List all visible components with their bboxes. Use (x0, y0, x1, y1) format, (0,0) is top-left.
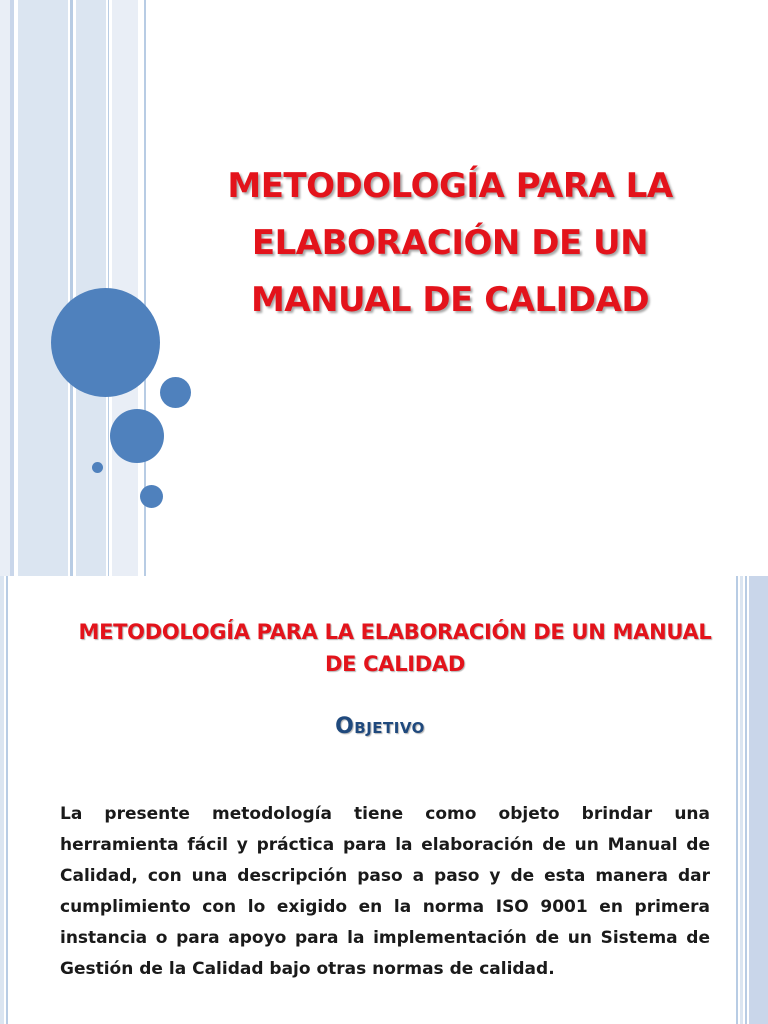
decorative-band (70, 0, 73, 576)
decorative-band (6, 576, 8, 1024)
decorative-band (0, 0, 10, 576)
tiny-circle-decoration (92, 462, 103, 473)
slide-title: METODOLOGÍA PARA LA ELABORACIÓN DE UN MANUAL DE CALIDAD (78, 620, 712, 676)
content-slide (0, 576, 768, 1024)
medium-circle-decoration (110, 409, 164, 463)
decorative-band (736, 576, 738, 1024)
slide-title: METODOLOGÍA PARA LA ELABORACIÓN DE UN MANUAL DE CALIDAD (227, 166, 673, 320)
small-circle-decoration (140, 485, 163, 508)
decorative-band (740, 576, 743, 1024)
decorative-band (745, 576, 747, 1024)
large-circle-decoration (51, 288, 160, 397)
decorative-band (0, 576, 4, 1024)
decorative-band (18, 0, 68, 576)
decorative-band (749, 576, 768, 1024)
small-circle-decoration (160, 377, 191, 408)
section-subtitle: Objetivo (335, 714, 425, 739)
decorative-band (10, 0, 14, 576)
body-paragraph: La presente metodología tiene como objeto brindar una herramienta fácil y práctica para la elaboración de un Manual de Calidad, con una descripción paso a paso y de esta manera dar cumplimiento con lo exigido en la norma ISO 9001 en primera instancia o para apoyo para la implementación de un Sistema de Gestión de la Calidad bajo otras normas de calidad. (60, 804, 710, 979)
